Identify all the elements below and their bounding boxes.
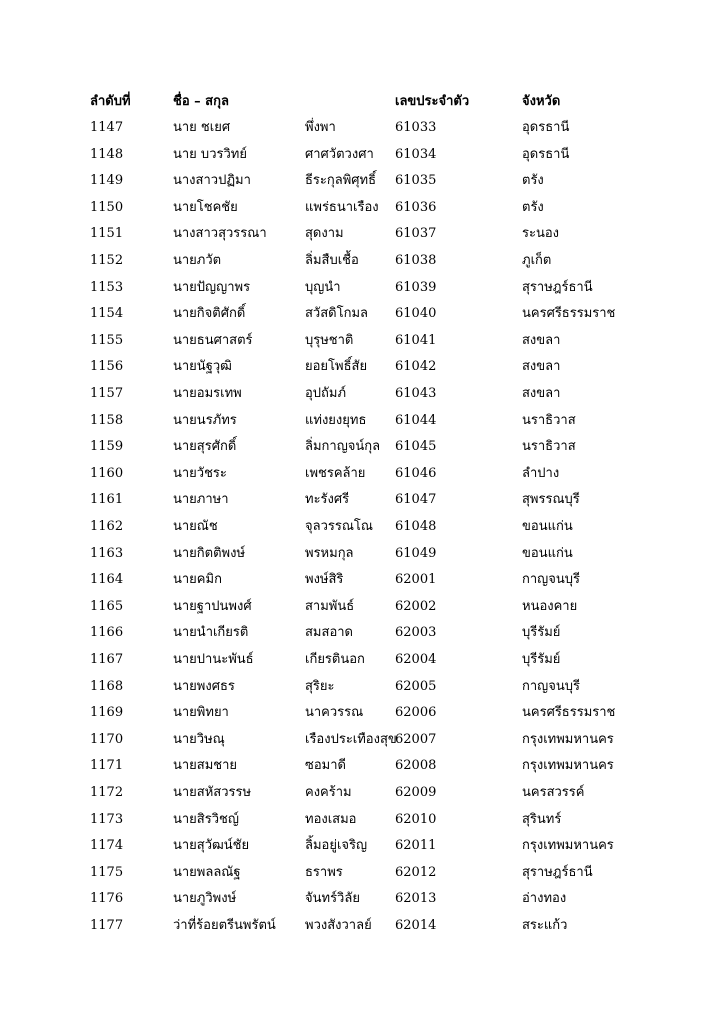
cell-id: 62014 xyxy=(395,918,437,933)
cell-no: 1174 xyxy=(90,838,124,854)
cell-province: กรุงเทพมหานคร xyxy=(522,731,614,747)
cell-first-name: นายพงศธร xyxy=(173,678,235,694)
cell-id: 61039 xyxy=(395,279,437,295)
cell-last-name: ทองเสมอ xyxy=(305,811,357,827)
cell-province: ระนอง xyxy=(522,226,560,242)
cell-id: 62003 xyxy=(395,625,437,641)
cell-first-name: นายกิตติพงษ์ xyxy=(173,545,246,561)
cell-first-name: นายสุรศักดิ์ xyxy=(173,439,237,455)
cell-last-name: จันทร์วิลัย xyxy=(305,891,360,907)
cell-no: 1165 xyxy=(90,598,124,614)
cell-last-name: ธราพร xyxy=(305,864,343,880)
cell-no: 1168 xyxy=(90,678,124,694)
table-row xyxy=(0,142,724,168)
cell-first-name: นาย ชเยศ xyxy=(173,120,231,135)
cell-province: อุดรธานี xyxy=(522,146,570,162)
cell-province: สงขลา xyxy=(522,386,561,401)
cell-first-name: นายพลลณัฐ xyxy=(173,864,241,880)
cell-province: นครสวรรค์ xyxy=(522,785,585,800)
table-row xyxy=(0,567,724,593)
cell-no: 1157 xyxy=(90,386,124,401)
table-row xyxy=(0,301,724,327)
cell-first-name: นายสุวัฒน์ชัย xyxy=(173,838,250,854)
cell-id: 62007 xyxy=(395,731,437,747)
cell-no: 1150 xyxy=(90,199,124,215)
cell-id: 61033 xyxy=(395,120,437,135)
table-row xyxy=(0,753,724,779)
cell-no: 1154 xyxy=(90,306,124,322)
cell-first-name: นายภวัต xyxy=(173,253,222,268)
table-row xyxy=(0,913,724,939)
cell-last-name: สามพันธ์ xyxy=(305,598,355,614)
cell-id: 61049 xyxy=(395,545,437,561)
cell-no: 1172 xyxy=(90,785,124,800)
cell-no: 1167 xyxy=(90,652,124,667)
cell-last-name: จุลวรรณโณ xyxy=(305,519,373,534)
header-no: ลำดับที่ xyxy=(90,94,131,109)
cell-no: 1158 xyxy=(90,412,124,428)
cell-last-name: สวัสดิโกมล xyxy=(305,306,369,322)
table-row xyxy=(0,115,724,141)
cell-id: 61034 xyxy=(395,146,437,162)
cell-id: 62002 xyxy=(395,598,437,614)
cell-last-name: นาควรรณ xyxy=(305,705,364,721)
cell-no: 1173 xyxy=(90,811,124,827)
cell-last-name: สมสอาด xyxy=(305,625,353,641)
cell-first-name: นางสาวปฏิมา xyxy=(173,173,251,189)
cell-first-name: นาย บวรวิทย์ xyxy=(173,146,247,162)
cell-no: 1166 xyxy=(90,625,124,641)
header-id: เลขประจำตัว xyxy=(395,94,470,109)
cell-id: 61043 xyxy=(395,386,437,401)
table-row xyxy=(0,275,724,301)
cell-province: สุรินทร์ xyxy=(522,811,562,827)
cell-last-name: แพร่ธนาเรือง xyxy=(305,199,379,215)
table-row xyxy=(0,248,724,274)
cell-province: นครศรีธรรมราช xyxy=(522,306,616,322)
cell-no: 1148 xyxy=(90,146,124,162)
table-row xyxy=(0,674,724,700)
cell-first-name: นายนำเกียรติ xyxy=(173,625,249,641)
cell-province: ตรัง xyxy=(522,199,544,215)
cell-province: ลำปาง xyxy=(522,465,560,481)
cell-last-name: พึ่งพา xyxy=(305,120,336,135)
cell-first-name: นายภาษา xyxy=(173,492,229,508)
cell-no: 1160 xyxy=(90,465,124,481)
cell-no: 1149 xyxy=(90,173,124,189)
table-row xyxy=(0,807,724,833)
table-row xyxy=(0,168,724,194)
cell-province: ภูเก็ต xyxy=(522,253,552,268)
table-row xyxy=(0,594,724,620)
cell-province: สงขลา xyxy=(522,332,561,348)
cell-id: 62009 xyxy=(395,785,437,800)
cell-first-name: นายสมชาย xyxy=(173,758,238,774)
cell-first-name: นายปัญญาพร xyxy=(173,279,251,295)
cell-no: 1147 xyxy=(90,120,124,135)
cell-first-name: นายฐาปนพงศ์ xyxy=(173,598,252,614)
cell-first-name: นายวิษณุ xyxy=(173,731,225,747)
cell-id: 62004 xyxy=(395,652,437,667)
table-row xyxy=(0,780,724,806)
cell-province: ตรัง xyxy=(522,173,544,189)
cell-province: สุราษฎร์ธานี xyxy=(522,864,593,880)
cell-no: 1170 xyxy=(90,731,124,747)
table-header xyxy=(0,89,724,115)
cell-id: 62006 xyxy=(395,705,437,721)
cell-province: บุรีรัมย์ xyxy=(522,625,561,641)
cell-province: กรุงเทพมหานคร xyxy=(522,838,614,854)
cell-province: บุรีรัมย์ xyxy=(522,652,561,667)
cell-province: สระแก้ว xyxy=(522,918,568,933)
cell-no: 1169 xyxy=(90,705,124,721)
cell-province: ขอนแก่น xyxy=(522,545,573,561)
cell-first-name: ว่าที่ร้อยตรีนพรัตน์ xyxy=(173,918,276,933)
cell-last-name: พรหมกุล xyxy=(305,545,354,561)
cell-id: 62011 xyxy=(395,838,437,854)
cell-first-name: นางสาวสุวรรณา xyxy=(173,226,267,242)
cell-province: สุพรรณบุรี xyxy=(522,492,580,508)
cell-last-name: ยอยโพธิ์สัย xyxy=(305,359,368,375)
cell-province: กาญจนบุรี xyxy=(522,678,580,694)
table-row xyxy=(0,727,724,753)
cell-id: 61036 xyxy=(395,199,437,215)
cell-no: 1162 xyxy=(90,519,124,534)
cell-last-name: เกียรตินอก xyxy=(305,652,365,667)
cell-last-name: คงคร้าม xyxy=(305,785,352,800)
cell-last-name: สุดงาม xyxy=(305,226,344,242)
cell-id: 61040 xyxy=(395,306,437,322)
table-row xyxy=(0,541,724,567)
cell-id: 61042 xyxy=(395,359,437,375)
table-row xyxy=(0,195,724,221)
cell-first-name: นายกิจติศักดิ์ xyxy=(173,306,246,322)
cell-id: 61047 xyxy=(395,492,437,508)
cell-no: 1152 xyxy=(90,253,124,268)
cell-province: อ่างทอง xyxy=(522,891,567,907)
table-row xyxy=(0,886,724,912)
cell-last-name: พงษ์สิริ xyxy=(305,572,344,588)
cell-first-name: นายภูวิพงษ์ xyxy=(173,891,237,907)
cell-last-name: เรืองประเทืองสุข xyxy=(305,731,397,747)
table-row xyxy=(0,833,724,859)
cell-first-name: นายวัชระ xyxy=(173,465,227,481)
cell-no: 1161 xyxy=(90,492,124,508)
cell-id: 61046 xyxy=(395,465,437,481)
cell-no: 1177 xyxy=(90,918,124,933)
cell-first-name: นายสหัสวรรษ xyxy=(173,785,252,800)
table-row xyxy=(0,860,724,886)
cell-id: 62005 xyxy=(395,678,437,694)
cell-last-name: ลิ่มกาญจน์กุล xyxy=(305,439,381,455)
table-row xyxy=(0,620,724,646)
cell-province: หนองคาย xyxy=(522,598,578,614)
table-row xyxy=(0,647,724,673)
cell-id: 61041 xyxy=(395,332,437,348)
table-row xyxy=(0,381,724,407)
cell-id: 61035 xyxy=(395,173,437,189)
cell-province: นราธิวาส xyxy=(522,439,576,455)
cell-province: นครศรีธรรมราช xyxy=(522,705,616,721)
cell-id: 62008 xyxy=(395,758,437,774)
cell-last-name: ลิ้มอยู่เจริญ xyxy=(305,838,368,854)
cell-id: 61038 xyxy=(395,253,437,268)
table-row xyxy=(0,434,724,460)
cell-no: 1164 xyxy=(90,572,124,588)
cell-province: สุราษฎร์ธานี xyxy=(522,279,593,295)
cell-no: 1151 xyxy=(90,226,124,242)
cell-no: 1171 xyxy=(90,758,124,774)
cell-province: นราธิวาส xyxy=(522,412,576,428)
cell-first-name: นายอมรเทพ xyxy=(173,386,242,401)
cell-id: 61045 xyxy=(395,439,437,455)
cell-first-name: นายธนศาสตร์ xyxy=(173,332,253,348)
cell-id: 62013 xyxy=(395,891,437,907)
cell-first-name: นายนรภัทร xyxy=(173,412,237,428)
cell-last-name: บุรุษชาติ xyxy=(305,332,354,348)
cell-first-name: นายนัฐวุฒิ xyxy=(173,359,232,375)
cell-province: ขอนแก่น xyxy=(522,519,573,534)
table-row xyxy=(0,487,724,513)
cell-last-name: ทะรังศรี xyxy=(305,492,350,508)
cell-province: สงขลา xyxy=(522,359,561,375)
cell-first-name: นายปานะพันธ์ xyxy=(173,652,254,667)
cell-id: 62010 xyxy=(395,811,437,827)
table-row xyxy=(0,408,724,434)
cell-last-name: สุริยะ xyxy=(305,678,335,694)
cell-last-name: ธีระกุลพิศุทธิ์ xyxy=(305,173,377,189)
cell-last-name: ลิ่มสืบเชื้อ xyxy=(305,253,359,268)
cell-no: 1156 xyxy=(90,359,124,375)
cell-province: อุดรธานี xyxy=(522,120,570,135)
cell-last-name: ศาศวัตวงศา xyxy=(305,146,374,162)
cell-last-name: พวงสังวาลย์ xyxy=(305,918,372,933)
cell-no: 1153 xyxy=(90,279,124,295)
cell-id: 61048 xyxy=(395,519,437,534)
cell-first-name: นายโชคชัย xyxy=(173,199,238,215)
cell-first-name: นายสิรวิชญ์ xyxy=(173,811,239,827)
cell-last-name: เพชรคล้าย xyxy=(305,465,366,481)
table-row xyxy=(0,354,724,380)
cell-no: 1155 xyxy=(90,332,124,348)
cell-id: 62001 xyxy=(395,572,437,588)
cell-province: กาญจนบุรี xyxy=(522,572,580,588)
header-province: จังหวัด xyxy=(522,94,561,109)
table-row xyxy=(0,514,724,540)
cell-id: 61037 xyxy=(395,226,437,242)
table-row xyxy=(0,221,724,247)
cell-no: 1163 xyxy=(90,545,124,561)
table-row xyxy=(0,328,724,354)
cell-first-name: นายคมิก xyxy=(173,572,222,588)
table-row xyxy=(0,700,724,726)
cell-province: กรุงเทพมหานคร xyxy=(522,758,614,774)
cell-id: 62012 xyxy=(395,864,437,880)
cell-first-name: นายพิทยา xyxy=(173,705,229,721)
cell-no: 1176 xyxy=(90,891,124,907)
cell-last-name: อุปถัมภ์ xyxy=(305,386,347,401)
cell-id: 61044 xyxy=(395,412,437,428)
cell-first-name: นายณัช xyxy=(173,519,218,534)
cell-last-name: ซอมาดี xyxy=(305,758,346,774)
header-name: ชื่อ – สกุล xyxy=(173,94,229,109)
table-row xyxy=(0,461,724,487)
cell-no: 1159 xyxy=(90,439,124,455)
cell-last-name: แท่งยงยุทธ xyxy=(305,412,367,428)
cell-no: 1175 xyxy=(90,864,124,880)
cell-last-name: บุญนำ xyxy=(305,279,341,295)
